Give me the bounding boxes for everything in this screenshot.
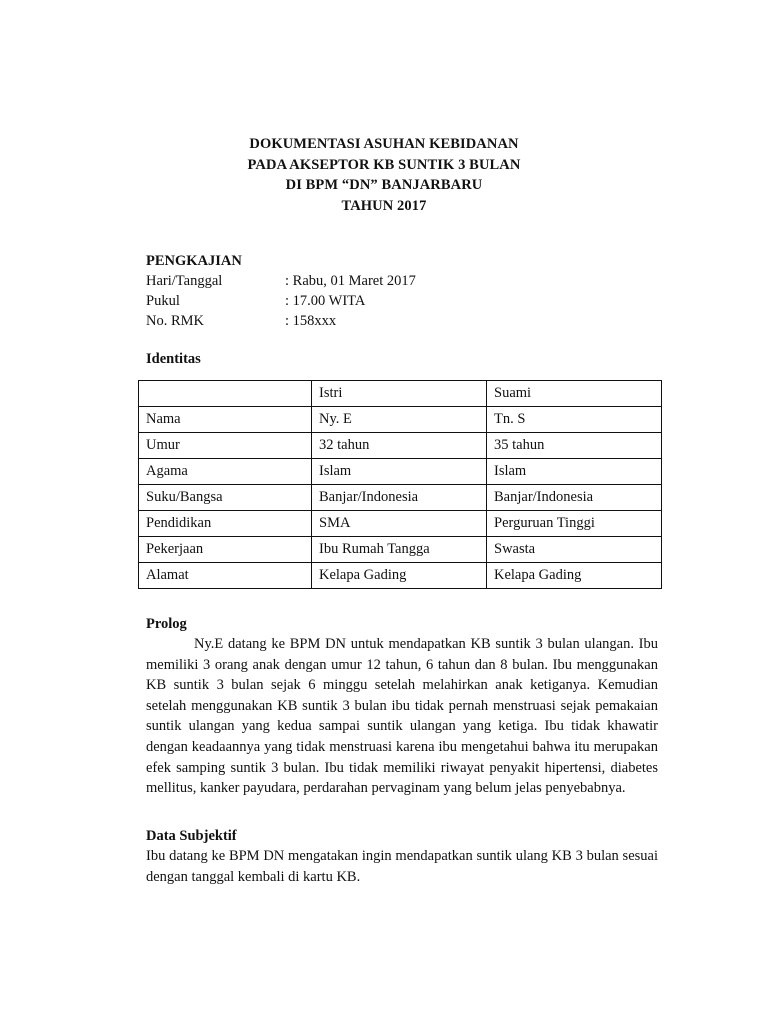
title-line-2: PADA AKSEPTOR KB SUNTIK 3 BULAN: [247, 156, 521, 173]
table-cell: Umur: [139, 433, 312, 459]
table-cell: 35 tahun: [487, 433, 662, 459]
table-cell: Islam: [312, 459, 487, 485]
table-cell: Banjar/Indonesia: [312, 485, 487, 511]
field-value: : Rabu, 01 Maret 2017: [285, 273, 416, 289]
table-cell: [139, 381, 312, 407]
table-header-row: [139, 381, 662, 407]
table-cell: SMA: [312, 511, 487, 537]
field-pukul: [146, 291, 666, 311]
title-line-3: DI BPM “DN” BANJARBARU: [285, 177, 483, 193]
title-line-4: TAHUN 2017: [341, 197, 427, 214]
table-cell: Tn. S: [487, 407, 662, 433]
field-hari-tanggal: [146, 271, 666, 291]
table-cell: Pekerjaan: [139, 537, 312, 563]
table-row: [139, 563, 662, 589]
identitas-table: [138, 380, 662, 589]
field-value: : 158xxx: [285, 313, 337, 329]
table-cell: Suku/Bangsa: [139, 485, 312, 511]
prolog-paragraph: Ny.E datang ke BPM DN untuk mendapatkan KB suntik 3 bulan ulangan. Ibu memiliki 3 orang anak dengan umur 12 tahun, 6 tahun dan 8 bulan. Ibu menggunakan KB suntik 3 bulan sejak 6 minggu setelah melahirkan anak ketiganya. Kemudian setelah menggunakan KB suntik 3 bulan ibu tidak pernah menstruasi sejak pemakaian suntik ulangan yang kedua sampai suntik ulangan yang ketiga. Ibu tidak khawatir dengan keadaannya yang tidak menstruasi karena ibu mengetahui bahwa itu merupakan efek samping suntik 3 bulan. Ibu tidak memiliki riwayat penyakit hipertensi, diabetes mellitus, kanker payudara, perdarahan pervaginam yang belum jelas penyebabnya.: [146, 636, 658, 797]
table-cell: Pendidikan: [139, 511, 312, 537]
field-no-rmk: [146, 311, 666, 331]
table-row: [139, 459, 662, 485]
data-subjektif-paragraph: Ibu datang ke BPM DN mengatakan ingin mendapatkan suntik ulang KB 3 bulan sesuai dengan tanggal kembali di kartu KB.: [146, 848, 658, 885]
table-row: [139, 433, 662, 459]
table-cell: Istri: [312, 381, 487, 407]
pengkajian-heading: PENGKAJIAN: [146, 253, 242, 269]
table-cell: Islam: [487, 459, 662, 485]
field-label: Hari/Tanggal: [146, 273, 223, 289]
table-cell: Kelapa Gading: [312, 563, 487, 589]
table-row: [139, 485, 662, 511]
table-cell: Agama: [139, 459, 312, 485]
table-cell: Perguruan Tinggi: [487, 511, 662, 537]
table-row: [139, 407, 662, 433]
title-line-1: DOKUMENTASI ASUHAN KEBIDANAN: [249, 136, 519, 152]
identitas-heading: Identitas: [146, 351, 201, 367]
field-value: : 17.00 WITA: [285, 293, 366, 309]
document-title: [0, 134, 768, 216]
table-cell: Alamat: [139, 563, 312, 589]
table-row: [139, 511, 662, 537]
table-cell: Kelapa Gading: [487, 563, 662, 589]
table-cell: 32 tahun: [312, 433, 487, 459]
table-cell: Swasta: [487, 537, 662, 563]
field-label: No. RMK: [146, 313, 205, 329]
table-cell: Banjar/Indonesia: [487, 485, 662, 511]
table-cell: Nama: [139, 407, 312, 433]
table-cell: Ibu Rumah Tangga: [312, 537, 487, 563]
prolog-heading: Prolog: [146, 616, 187, 632]
data-subjektif-heading: Data Subjektif: [146, 828, 237, 844]
table-row: [139, 537, 662, 563]
table-cell: Ny. E: [312, 407, 487, 433]
field-label: Pukul: [146, 293, 180, 309]
table-cell: Suami: [487, 381, 662, 407]
